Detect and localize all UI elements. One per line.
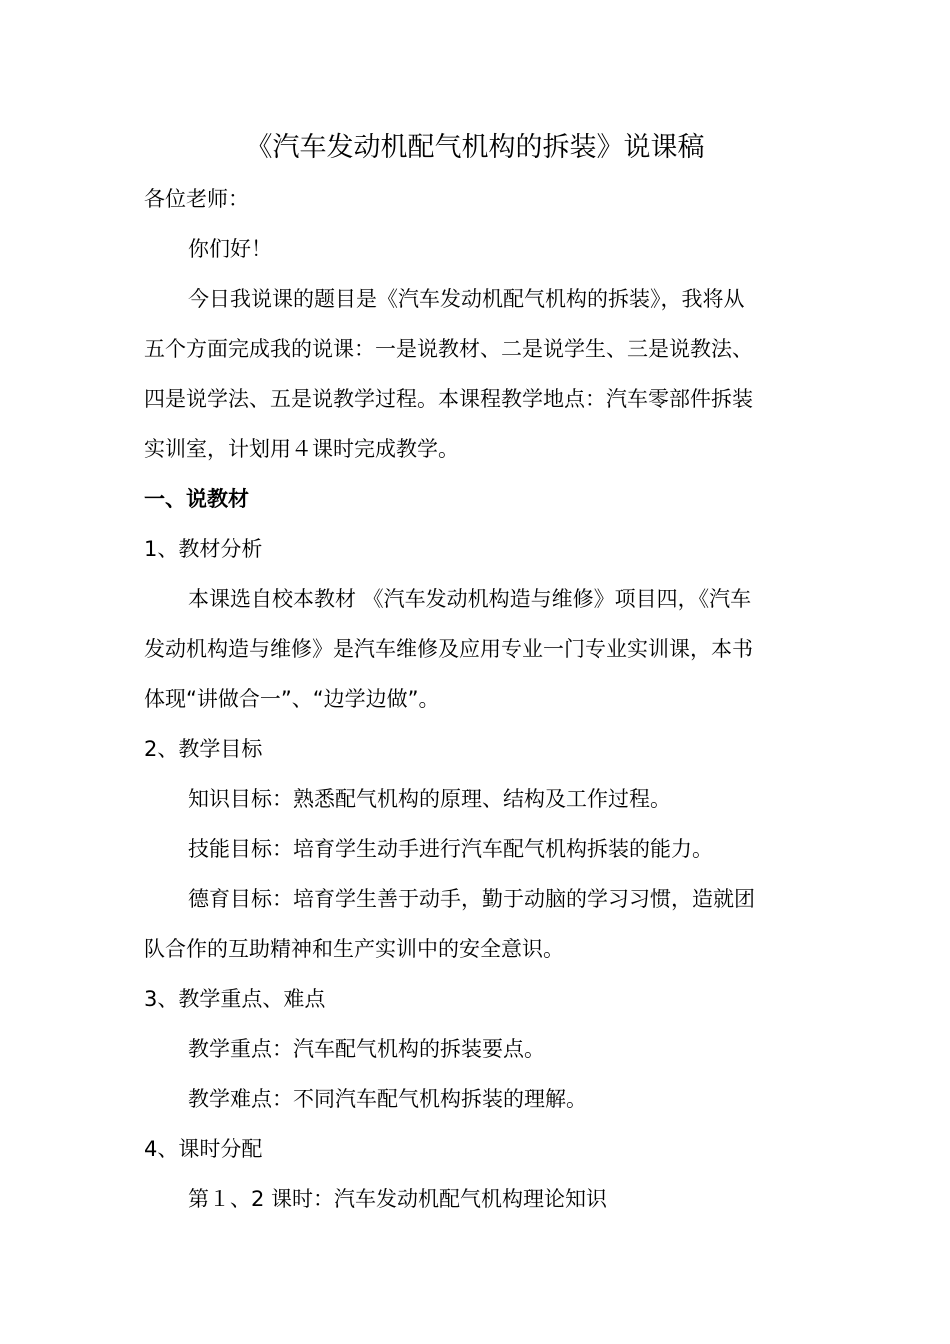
textbook-analysis-line-2: 发动机构造与维修》是汽车维修及应用专业一门专业实训课，本书 bbox=[144, 637, 753, 661]
section-heading-textbook: 一、说教材 bbox=[144, 487, 249, 511]
greeting: 你们好！ bbox=[188, 237, 272, 261]
intro-line-4: 实训室，计划用４课时完成教学。 bbox=[144, 437, 459, 461]
intro-line-3: 四是说学法、五是说教学过程。本课程教学地点：汽车零部件拆装 bbox=[144, 387, 753, 411]
skill-goal: 技能目标：培育学生动手进行汽车配气机构拆装的能力。 bbox=[188, 837, 713, 861]
textbook-analysis-line-1: 本课选自校本教材 《汽车发动机构造与维修》项目四，《汽车 bbox=[188, 587, 752, 611]
knowledge-goal: 知识目标：熟悉配气机构的原理、结构及工作过程。 bbox=[188, 787, 671, 811]
moral-goal-line-2: 队合作的互助精神和生产实训中的安全意识。 bbox=[144, 937, 564, 961]
key-point: 教学重点：汽车配气机构的拆装要点。 bbox=[188, 1037, 545, 1061]
class-hours-line-1: 第１、2 课时：汽车发动机配气机构理论知识 bbox=[188, 1187, 608, 1211]
subheading-teaching-goals: 2、教学目标 bbox=[144, 737, 263, 761]
salutation: 各位老师： bbox=[144, 187, 249, 211]
subheading-key-points: 3、教学重点、难点 bbox=[144, 987, 326, 1011]
moral-goal-line-1: 德育目标：培育学生善于动手，勤于动脑的学习习惯，造就团 bbox=[188, 887, 755, 911]
difficulty-point: 教学难点：不同汽车配气机构拆装的理解。 bbox=[188, 1087, 587, 1111]
document-title: 《汽车发动机配气机构的拆装》说课稿 bbox=[245, 132, 705, 163]
intro-line-1: 今日我说课的题目是《汽车发动机配气机构的拆装》，我将从 bbox=[188, 287, 745, 311]
subheading-textbook-analysis: 1、教材分析 bbox=[144, 537, 263, 561]
textbook-analysis-line-3: 体现“讲做合一”、“边学边做”。 bbox=[144, 687, 440, 711]
intro-line-2: 五个方面完成我的说课：一是说教材、二是说学生、三是说教法、 bbox=[144, 337, 753, 361]
subheading-class-hours: 4、课时分配 bbox=[144, 1137, 263, 1161]
